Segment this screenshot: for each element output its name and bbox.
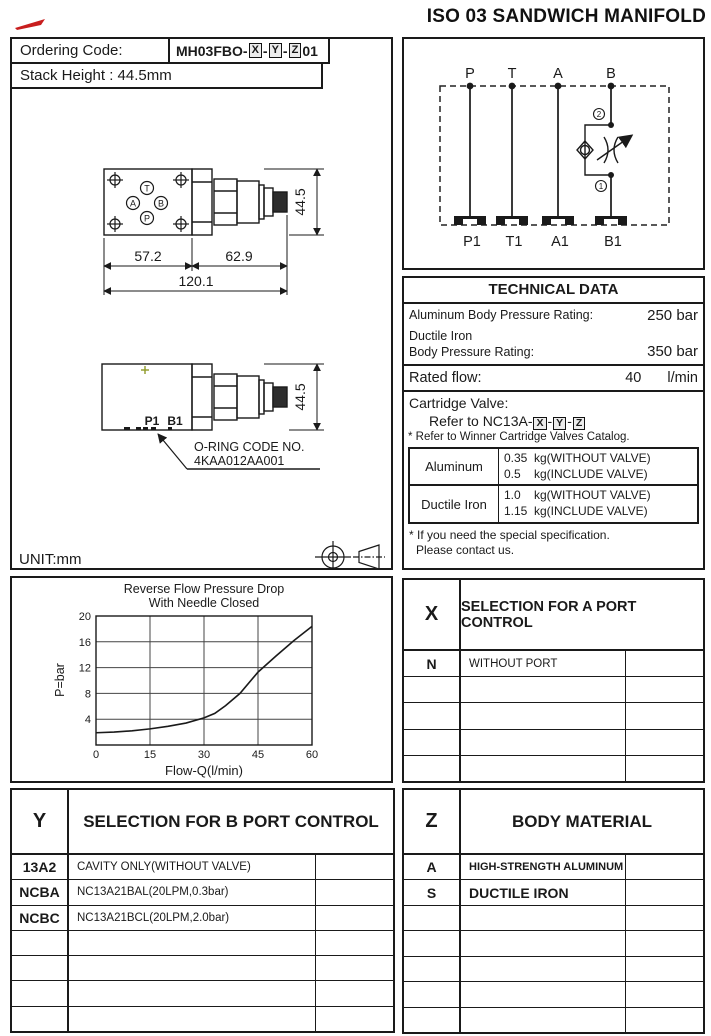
cartridge-ref-prefix: Refer to NC13A-	[429, 412, 533, 429]
port-a1: A1	[551, 234, 569, 250]
svg-text:30: 30	[197, 749, 211, 761]
table-row	[12, 880, 393, 905]
aluminum-rating-label: Aluminum Body Pressure Rating:	[409, 307, 594, 322]
dim-62-9: 62.9	[225, 248, 253, 264]
oring-code-line1: O-RING CODE NO.	[194, 440, 305, 454]
port-p1: P1	[463, 234, 481, 250]
dimension-drawing	[12, 39, 391, 568]
weight-material: Aluminum	[410, 449, 499, 484]
row-extra-cell	[315, 981, 393, 1005]
valve-node-1-label: 1	[598, 182, 604, 191]
special-note	[404, 524, 703, 558]
dim-44-5-side: 44.5	[292, 383, 308, 411]
empty-row	[404, 677, 703, 703]
cartridge-sep1: -	[547, 412, 553, 429]
port-a: A	[553, 66, 563, 82]
weight-values	[499, 486, 697, 521]
row-desc: HIGH-STRENGTH ALUMINUM	[469, 861, 624, 874]
row-extra-cell	[625, 982, 703, 1006]
cartridge-valve-block	[404, 392, 703, 430]
chart-y-axis-label: P=bar	[53, 663, 67, 697]
weight-val: 1.15	[504, 504, 528, 519]
side-port-p1-label: P1	[144, 414, 160, 428]
selection-x-title: SELECTION FOR A PORT CONTROL	[461, 598, 637, 631]
hydraulic-schematic	[404, 39, 703, 268]
row-code: NCBA	[12, 880, 69, 904]
side-view-body	[102, 364, 287, 430]
oring-code-line2: 4KAA012AA001	[194, 454, 285, 468]
chart-subtitle: With Needle Closed	[148, 596, 260, 610]
row-extra-cell	[625, 651, 703, 676]
row-code: N	[404, 651, 461, 676]
svg-text:45: 45	[251, 749, 265, 761]
row-desc	[461, 931, 625, 955]
third-angle-projection-icon	[315, 541, 385, 568]
stack-height-row: Stack Height : 44.5mm	[10, 64, 323, 89]
row-extra-cell	[625, 931, 703, 955]
row-extra-cell	[315, 956, 393, 980]
row-desc	[461, 957, 625, 981]
empty-row	[12, 956, 393, 981]
port-p-label: P	[143, 213, 151, 224]
selection-y-title: SELECTION FOR B PORT CONTROL	[83, 811, 379, 831]
row-extra-cell	[315, 931, 393, 955]
ordering-code-value	[170, 39, 328, 62]
ordering-code-row	[10, 37, 330, 64]
bottom-port-pads	[454, 216, 627, 225]
table-row	[12, 906, 393, 931]
table-row	[12, 855, 393, 880]
ductile-rating-row	[404, 326, 703, 362]
row-desc	[461, 703, 625, 728]
row-code	[404, 931, 461, 955]
ductile-rating-label-line1: Ductile Iron	[409, 329, 473, 343]
row-desc	[69, 981, 315, 1005]
row-code: 13A2	[12, 855, 69, 879]
row-desc	[461, 730, 625, 755]
svg-text:60: 60	[305, 749, 319, 761]
row-desc	[461, 906, 625, 930]
empty-row	[12, 981, 393, 1006]
port-b-label: B	[157, 198, 165, 209]
weight-txt: kg(WITHOUT VALVE)	[534, 488, 651, 503]
row-code	[404, 1008, 461, 1032]
port-p: P	[465, 66, 475, 82]
rated-flow-value: 40	[625, 370, 642, 387]
chart-plot-area	[79, 611, 318, 761]
selection-y-code: Y	[12, 790, 69, 853]
weight-line	[504, 467, 695, 483]
row-code	[404, 677, 461, 702]
row-code	[404, 982, 461, 1006]
row-extra-cell	[625, 730, 703, 755]
row-desc	[461, 982, 625, 1006]
weight-txt: kg(INCLUDE VALVE)	[534, 504, 648, 519]
empty-row	[404, 982, 703, 1007]
row-code	[404, 906, 461, 930]
selection-z-code: Z	[404, 790, 461, 853]
row-code: S	[404, 880, 461, 904]
cartridge-y-box: Y	[553, 417, 566, 431]
code-prefix: MH03FBO-	[176, 42, 248, 59]
code-z-box: Z	[289, 43, 302, 57]
technical-data-panel	[402, 276, 705, 570]
ductile-rating-label-line2: Body Pressure Rating:	[409, 344, 535, 359]
brand-logo-swoosh	[14, 18, 48, 32]
technical-data-title: TECHNICAL DATA	[404, 278, 703, 304]
row-desc: NC13A21BAL(20LPM,0.3bar)	[77, 886, 229, 899]
ductile-rating-value: 350 bar	[647, 343, 698, 361]
code-y-box: Y	[269, 43, 282, 57]
selection-x-header	[404, 580, 703, 651]
row-code	[404, 957, 461, 981]
weight-val: 0.5	[504, 466, 521, 481]
row-code	[12, 981, 69, 1005]
empty-row	[404, 703, 703, 729]
svg-text:15: 15	[143, 749, 157, 761]
row-desc	[461, 1008, 625, 1032]
row-extra-cell	[625, 906, 703, 930]
svg-text:8: 8	[84, 688, 91, 701]
cartridge-valve-ref	[409, 413, 698, 431]
row-extra-cell	[315, 855, 393, 879]
empty-row	[404, 957, 703, 982]
weight-line	[504, 451, 695, 467]
dim-44-5-top: 44.5	[292, 188, 308, 216]
row-code: NCBC	[12, 906, 69, 930]
row-code	[404, 703, 461, 728]
cartridge-x-box: X	[533, 417, 546, 431]
weight-txt: kg(WITHOUT VALVE)	[534, 451, 651, 466]
top-view-port-marks	[127, 182, 168, 225]
valve-node-2-label: 2	[596, 110, 602, 119]
empty-row	[404, 906, 703, 931]
pressure-drop-chart-panel	[10, 576, 393, 783]
selection-y-table	[10, 788, 395, 1033]
svg-text:4: 4	[84, 714, 91, 727]
weight-val: 0.35	[504, 451, 528, 466]
side-view-center-mark	[141, 366, 149, 374]
weight-row-ductile-iron	[410, 486, 697, 521]
row-extra-cell	[625, 703, 703, 728]
row-desc	[461, 756, 625, 781]
port-dots	[467, 83, 615, 178]
dimension-drawing-panel	[10, 37, 393, 570]
empty-row	[404, 756, 703, 781]
svg-text:0: 0	[92, 749, 100, 761]
selection-z-title: BODY MATERIAL	[511, 811, 653, 831]
pressure-drop-chart	[12, 578, 391, 781]
port-t: T	[507, 66, 517, 82]
selection-y-header	[12, 790, 393, 855]
row-desc	[69, 1007, 315, 1031]
side-port-b1-label: B1	[167, 414, 183, 428]
weight-values	[499, 449, 697, 484]
row-extra-cell	[625, 677, 703, 702]
row-desc	[461, 677, 625, 702]
rated-flow-row	[404, 366, 703, 390]
table-row	[404, 651, 703, 677]
row-code	[12, 956, 69, 980]
row-desc: WITHOUT PORT	[469, 657, 558, 670]
cartridge-valve-label: Cartridge Valve:	[409, 395, 509, 412]
code-x-box: X	[249, 43, 262, 57]
row-extra-cell	[315, 906, 393, 930]
special-note-line1: * If you need the special specification.	[409, 527, 610, 542]
weight-material: Ductile Iron	[410, 486, 499, 521]
dim-120-1: 120.1	[178, 273, 214, 289]
row-extra-cell	[625, 957, 703, 981]
row-desc	[69, 931, 315, 955]
row-code	[404, 756, 461, 781]
cartridge-z-box: Z	[573, 417, 585, 431]
rated-flow-label: Rated flow:	[409, 370, 482, 387]
port-t-label: T	[144, 183, 150, 194]
svg-text:20: 20	[78, 611, 91, 623]
selection-x-code: X	[404, 580, 461, 649]
rated-flow-unit: l/min	[667, 370, 698, 387]
selection-z-table	[402, 788, 705, 1034]
row-extra-cell	[315, 880, 393, 904]
weight-table	[408, 447, 699, 523]
table-row	[404, 880, 703, 905]
weight-row-aluminum	[410, 449, 697, 486]
row-code	[12, 1007, 69, 1031]
row-extra-cell	[625, 880, 703, 904]
port-b: B	[606, 66, 616, 82]
table-row	[404, 855, 703, 880]
row-desc	[69, 956, 315, 980]
row-extra-cell	[625, 855, 703, 879]
port-t1: T1	[505, 234, 523, 250]
svg-text:16: 16	[78, 636, 91, 649]
dim-57-2: 57.2	[134, 248, 162, 264]
oring-leader	[158, 434, 320, 469]
code-sep2: -	[282, 42, 288, 59]
special-note-line2: Please contact us.	[416, 542, 515, 557]
aluminum-rating-value: 250 bar	[647, 307, 698, 324]
empty-row	[12, 931, 393, 956]
weight-line	[504, 504, 695, 520]
hydraulic-schematic-panel	[402, 37, 705, 270]
row-code	[12, 931, 69, 955]
row-code	[404, 730, 461, 755]
unit-label: UNIT:mm	[19, 551, 82, 568]
page-title: ISO 03 SANDWICH MANIFOLD	[426, 6, 706, 27]
chart-title: Reverse Flow Pressure Drop	[123, 582, 285, 596]
row-desc: CAVITY ONLY(WITHOUT VALVE)	[77, 861, 251, 874]
empty-row	[404, 730, 703, 756]
row-extra-cell	[315, 1007, 393, 1031]
port-b1: B1	[604, 234, 622, 250]
empty-row	[404, 931, 703, 956]
selection-x-table	[402, 578, 705, 783]
row-desc: NC13A21BCL(20LPM,2.0bar)	[77, 911, 230, 924]
port-a-label: A	[129, 198, 137, 209]
svg-text:12: 12	[78, 662, 91, 675]
row-desc: DUCTILE IRON	[469, 884, 569, 901]
ordering-code-label: Ordering Code:	[12, 39, 170, 62]
cartridge-note: * Refer to Winner Cartridge Valves Catalog.	[408, 431, 630, 444]
row-extra-cell	[625, 1008, 703, 1032]
weight-val: 1.0	[504, 488, 521, 503]
weight-txt: kg(INCLUDE VALVE)	[534, 466, 648, 481]
selection-z-header	[404, 790, 703, 855]
ductile-rating-label	[409, 329, 647, 360]
row-extra-cell	[625, 756, 703, 781]
weight-line	[504, 488, 695, 504]
cartridge-sep2: -	[567, 412, 572, 429]
code-sep1: -	[262, 42, 268, 59]
code-suffix: 01	[302, 42, 318, 59]
flow-control-valve	[577, 109, 631, 192]
empty-row	[404, 1008, 703, 1032]
aluminum-rating-row	[404, 304, 703, 326]
empty-row	[12, 1007, 393, 1031]
chart-x-axis-label: Flow-Q(l/min)	[165, 763, 243, 778]
row-code: A	[404, 855, 461, 879]
manifold-boundary	[440, 86, 669, 225]
